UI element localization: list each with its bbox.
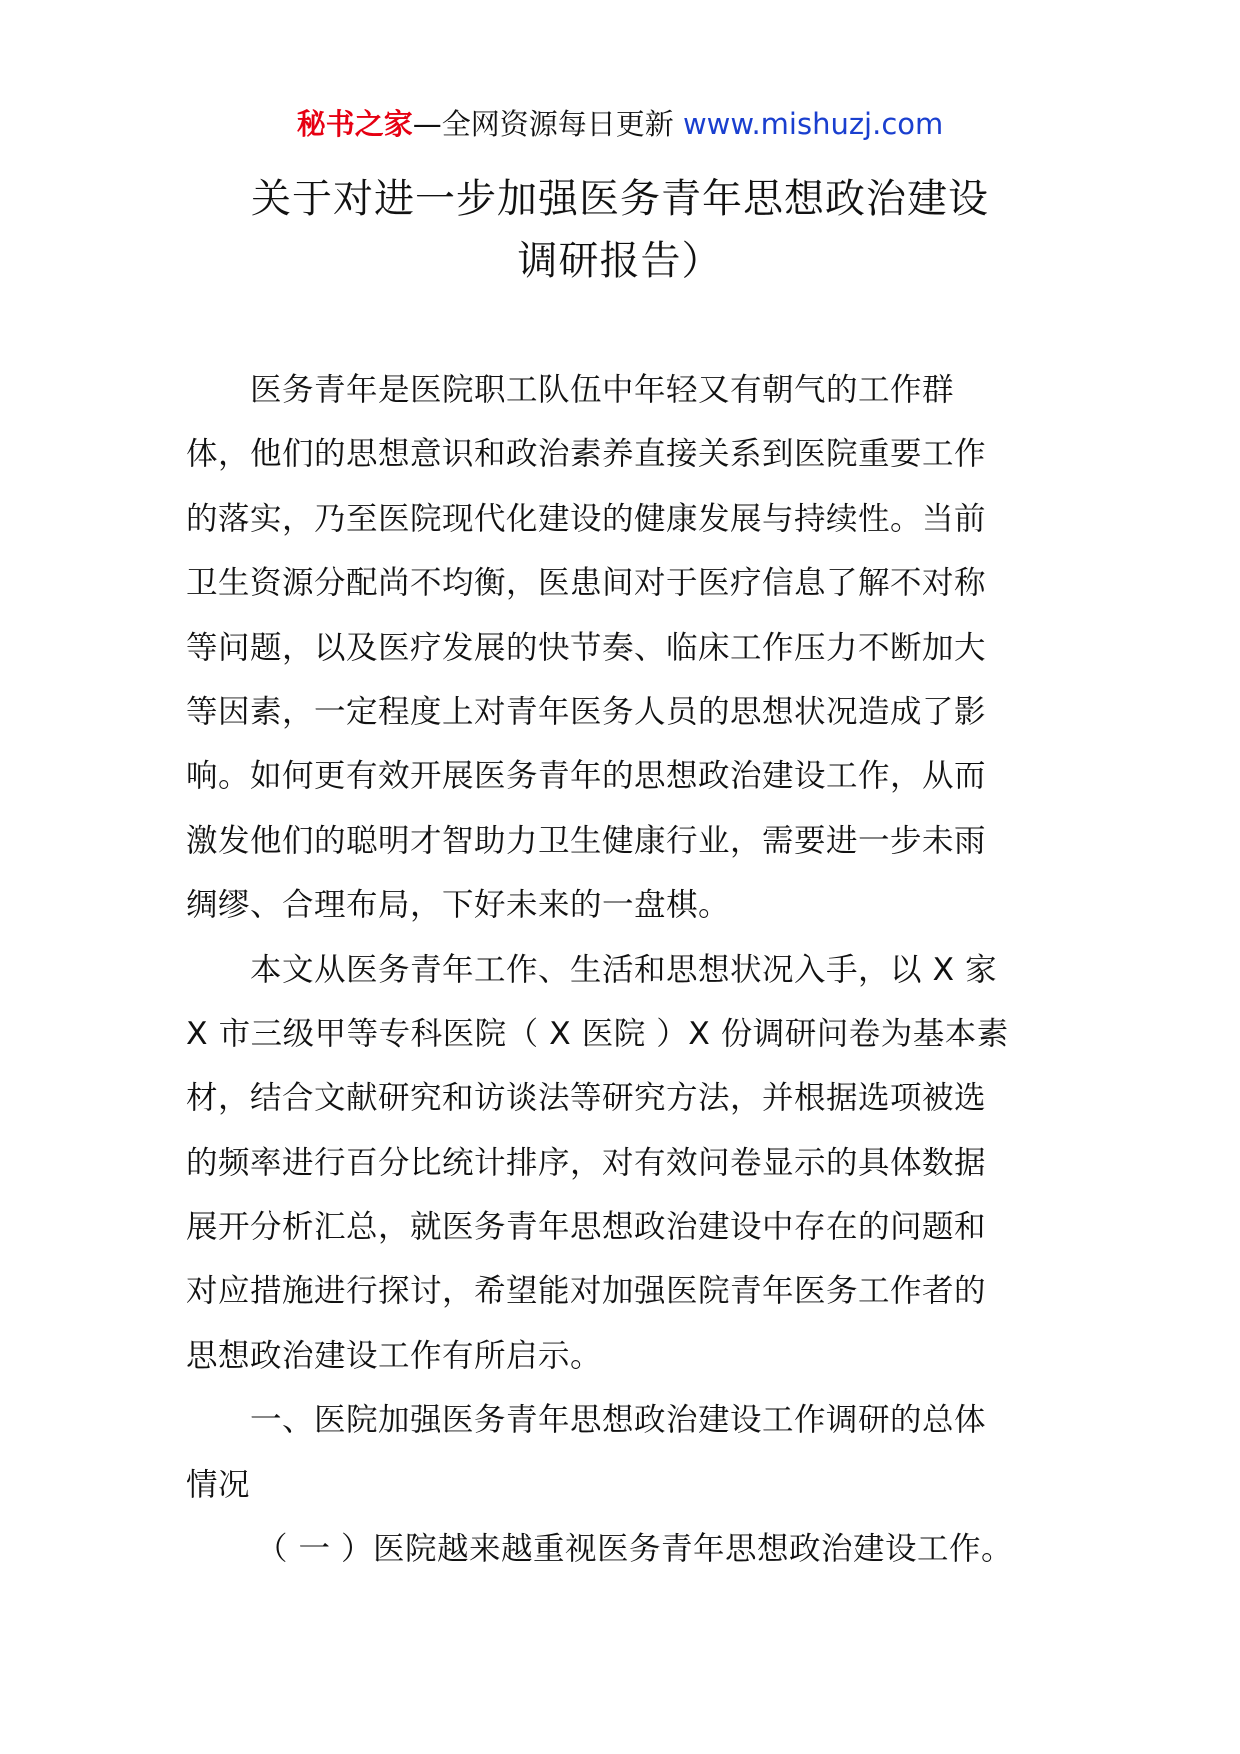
title-line-1: 关于对进一步加强医务青年思想政治建设 (251, 176, 989, 222)
section-heading-line: 一、医院加强医务青年思想政治建设工作调研的总体 (250, 1402, 987, 1439)
paragraph-2-line: 思想政治建设工作有所启示。 (186, 1337, 603, 1374)
paragraph-1-line: 等因素，一定程度上对青年医务人员的思想状况造成了影 (186, 693, 987, 730)
paragraph-2-line: 的频率进行百分比统计排序，对有效问卷显示的具体数据 (186, 1144, 987, 1181)
paragraph-1-line: 的落实，乃至医院现代化建设的健康发展与持续性。当前 (186, 500, 987, 537)
paragraph-1-line: 响。如何更有效开展医务青年的思想政治建设工作，从而 (186, 758, 987, 795)
section-heading-line: 情况 (186, 1466, 251, 1503)
subsection-heading: （ 一 ）医院越来越重视医务青年思想政治建设工作。 (256, 1531, 1014, 1568)
paragraph-2-line: 材，结合文献研究和访谈法等研究方法，并根据选项被选 (186, 1080, 987, 1117)
brand-name: 秘书之家 (296, 107, 413, 141)
paragraph-1-line: 绸缪、合理布局，下好未来的一盘棋。 (186, 887, 731, 924)
paragraph-1-line: 体，他们的思想意识和政治素养直接关系到医院重要工作 (186, 436, 987, 473)
paragraph-1-line: 卫生资源分配尚不均衡，医患间对于医疗信息了解不对称 (186, 565, 987, 602)
document-body (186, 358, 1056, 1581)
header-url-link[interactable]: www.mishuzj.com (682, 107, 944, 141)
paragraph-2-line: 对应措施进行探讨，希望能对加强医院青年医务工作者的 (186, 1273, 987, 1310)
paragraph-2-line: X 市三级甲等专科医院（ X 医院 ）X 份调研问卷为基本素 (186, 1015, 1009, 1052)
document-title (150, 168, 1090, 292)
paragraph-1-line: 等问题，以及医疗发展的快节奏、临床工作压力不断加大 (186, 629, 987, 666)
title-line-2: 调研报告） (517, 238, 723, 284)
header-tagline: —全网资源每日更新 (412, 107, 683, 141)
site-header (0, 104, 1240, 144)
paragraph-2-line: 本文从医务青年工作、生活和思想状况入手，以 X 家 (250, 951, 998, 988)
paragraph-1-line: 激发他们的聪明才智助力卫生健康行业，需要进一步未雨 (186, 822, 987, 859)
paragraph-2-line: 展开分析汇总，就医务青年思想政治建设中存在的问题和 (186, 1209, 987, 1246)
paragraph-1-line: 医务青年是医院职工队伍中年轻又有朝气的工作群 (250, 372, 955, 408)
